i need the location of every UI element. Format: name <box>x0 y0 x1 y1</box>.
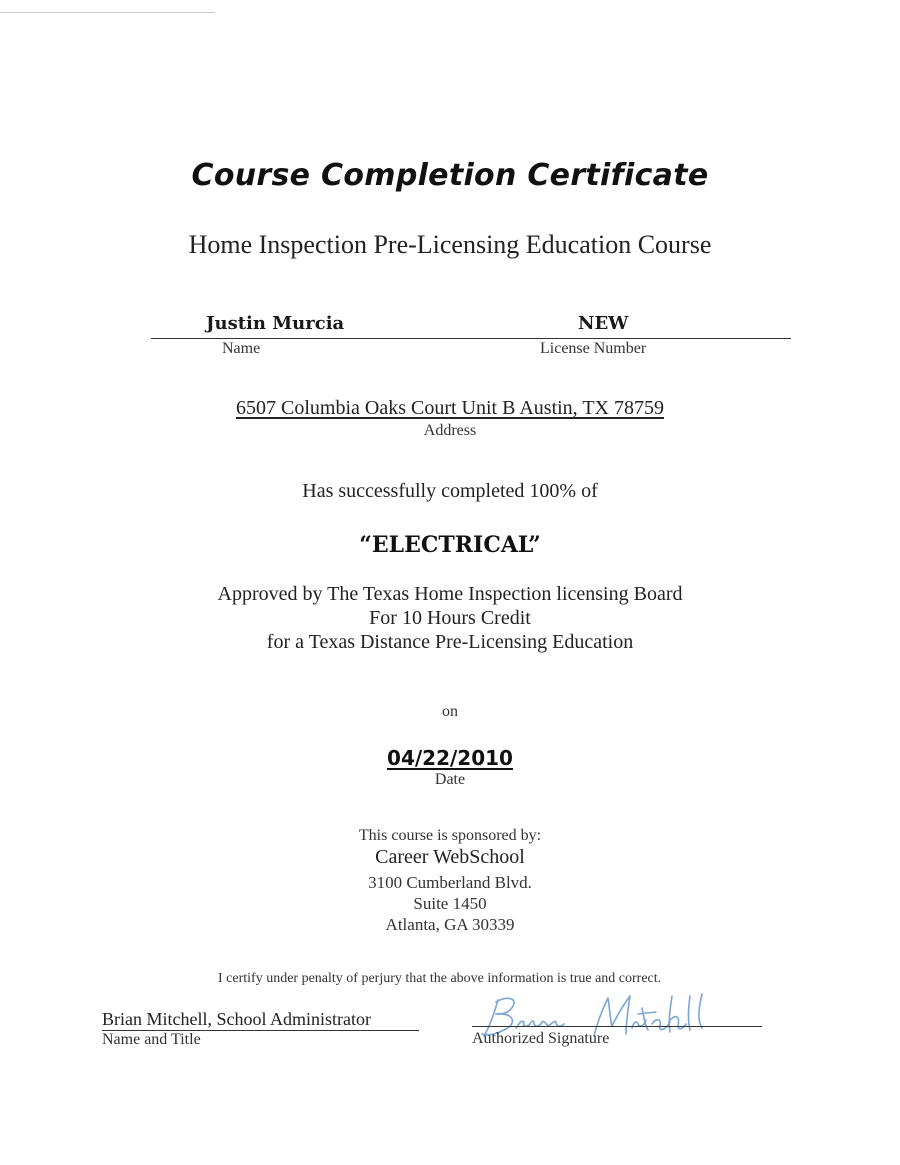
certification-statement: I certify under penalty of perjury that the above information is true and correct. <box>218 971 662 986</box>
sponsor-address-line: Suite 1450 <box>413 894 487 913</box>
address-value <box>0 397 900 420</box>
admin-name-title: Brian Mitchell, School Administrator <box>102 1009 371 1029</box>
sponsor-address-line: 3100 Cumberland Blvd. <box>368 873 532 892</box>
recipient-name: Justin Murcia <box>206 313 345 334</box>
on-text: on <box>442 703 458 720</box>
license-label: License Number <box>540 340 647 357</box>
signature-label: Authorized Signature <box>472 1030 610 1047</box>
license-number: NEW <box>578 313 629 334</box>
name-label: Name <box>222 340 261 357</box>
date-label: Date <box>434 771 466 788</box>
course-name: “ELECTRICAL” <box>359 532 541 558</box>
approval-line: for a Texas Distance Pre-Licensing Education <box>266 631 634 653</box>
scan-edge-line <box>0 12 215 13</box>
sponsor-address <box>0 872 900 935</box>
certificate-subtitle: Home Inspection Pre-Licensing Education Course <box>188 230 712 259</box>
sponsor-address-line: Atlanta, GA 30339 <box>385 915 515 934</box>
admin-label: Name and Title <box>102 1031 201 1048</box>
sponsor-intro: This course is sponsored by: <box>358 827 542 844</box>
completion-date <box>0 746 900 770</box>
completion-statement: Has successfully completed 100% of <box>302 480 598 502</box>
approval-line: Approved by The Texas Home Inspection licensing Board <box>217 583 683 605</box>
signature-rule <box>472 1026 762 1027</box>
certificate-title: Course Completion Certificate <box>191 158 709 193</box>
name-license-rule <box>151 338 791 339</box>
approval-line: For 10 Hours Credit <box>369 607 531 629</box>
date-text: 04/22/2010 <box>387 746 513 770</box>
address-label: Address <box>423 422 477 439</box>
sponsor-name: Career WebSchool <box>375 846 525 868</box>
approval-block <box>0 582 900 654</box>
address-text: 6507 Columbia Oaks Court Unit B Austin, TX 78759 <box>236 397 664 419</box>
